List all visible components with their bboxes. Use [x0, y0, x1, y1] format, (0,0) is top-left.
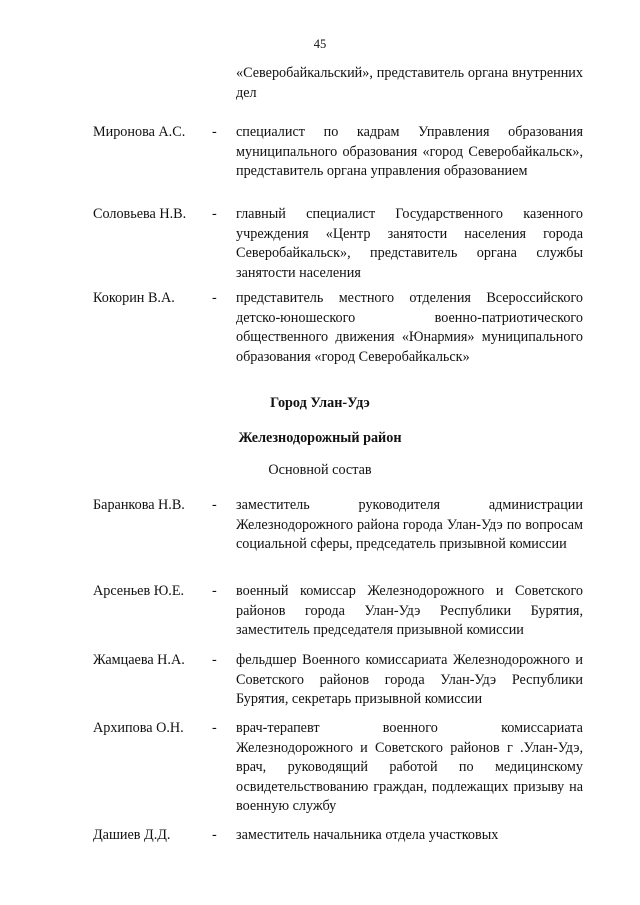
- entry-description: представитель местного отделения Всероссийского детско-юношеского военно-патриотического общественного движения «Юнармия» муниципального образования «город Северобайкальск»: [236, 290, 583, 365]
- entry-description: заместитель руководителя администрации Железнодорожного района города Улан-Удэ по вопросам социальной сферы, председатель призывной комиссии: [236, 497, 583, 553]
- page-number: 45: [313, 37, 327, 51]
- city-heading: Город Улан-Удэ: [270, 395, 370, 411]
- entry-dash: -: [212, 290, 217, 306]
- member-name: Соловьева Н.В.: [93, 206, 187, 222]
- entry-dash: -: [212, 652, 217, 668]
- entry-description: врач-терапевт военного комиссариата Железнодорожного и Советского районов г .Улан-Удэ, врач, руководящий работой по медицинскому освидетельствованию граждан, подлежащих призыву на военную службу: [236, 720, 583, 815]
- member-name: Кокорин В.А.: [93, 290, 175, 306]
- entry-dash: -: [212, 583, 217, 599]
- entry-dash: -: [212, 124, 217, 140]
- member-name: Архипова О.Н.: [93, 720, 184, 736]
- member-name: Баранкова Н.В.: [93, 497, 185, 513]
- entry-dash: -: [212, 827, 217, 843]
- entry-description: заместитель начальника отдела участковых: [236, 827, 499, 843]
- entry-description: специалист по кадрам Управления образования муниципального образования «город Северобайкальск», представитель органа управления образованием: [236, 124, 583, 180]
- entry-description: главный специалист Государственного казенного учреждения «Центр занятости населения города Северобайкальск», представитель органа службы занятости населения: [236, 206, 583, 281]
- entry-dash: -: [212, 720, 217, 736]
- member-name: Арсеньев Ю.Е.: [93, 583, 185, 599]
- entry-description: «Северобайкальский», представитель органа внутренних дел: [236, 65, 583, 101]
- entry-dash: -: [212, 206, 217, 222]
- district-heading: Железнодорожный район: [238, 430, 402, 446]
- member-name: Дашиев Д.Д.: [93, 827, 171, 843]
- member-name: Жамцаева Н.А.: [93, 652, 185, 668]
- entry-description: фельдшер Военного комиссариата Железнодорожного и Советского районов города Улан-Удэ Республики Бурятия, секретарь призывной комиссии: [236, 652, 583, 708]
- entry-description: военный комиссар Железнодорожного и Советского районов города Улан-Удэ Республики Бурятия, заместитель председателя призывной комиссии: [236, 583, 583, 639]
- composition-heading: Основной состав: [268, 462, 372, 478]
- member-name: Миронова А.С.: [93, 124, 186, 140]
- entry-dash: -: [212, 497, 217, 513]
